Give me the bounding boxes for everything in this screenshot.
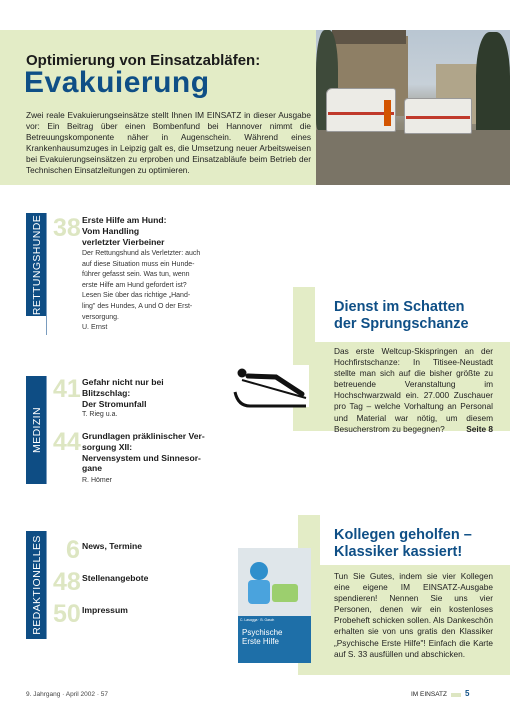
intro-text: Zwei reale Evakuierungseinsätze stellt Ihnen IM EINSATZ in dieser Ausgabe vor: Ein Beitrag über einen Bombenfund bei Hannover nimmt die Betreuungskomponente näher in Augenschein. Während eines Krankenhausumzuges in Leipzig galt es, die Umsetzung neuer Arbeitsweisen bei Evakuierungseinsätzen zu erproben und Einsatzabläufe beim Betrieb der Technischen Einsatzleitungen zu optimieren. bbox=[26, 110, 311, 176]
section-tab-rettungshunde bbox=[26, 213, 47, 316]
ski-jumper-icon bbox=[232, 364, 310, 408]
ambulance-photo bbox=[316, 30, 510, 185]
footer-issue-info: 9. Jahrgang · April 2002 · 57 bbox=[26, 691, 109, 698]
page-reference: Seite 8 bbox=[466, 423, 493, 434]
article-number: 44 bbox=[53, 428, 81, 456]
footer-accent-bar bbox=[451, 693, 461, 697]
article-headline: Grundlagen präklinischer Ver- sorgung XII: Nervensystem und Sinnesor- gane bbox=[82, 431, 205, 474]
footer-magazine-name: IM EINSATZ bbox=[411, 691, 447, 698]
section-label: REDAKTIONELLES bbox=[30, 535, 43, 635]
article-byline: R. Hömer bbox=[82, 477, 112, 484]
article-number: 6 bbox=[66, 536, 80, 564]
article-byline: U. Ernst bbox=[82, 324, 108, 331]
page-title: Evakuierung bbox=[24, 66, 210, 99]
article-headline: Erste Hilfe am Hund: Vom Handling verletzter Vierbeiner bbox=[82, 215, 167, 247]
teaser-box-title: Kollegen geholfen – Klassiker kassiert! bbox=[334, 527, 472, 560]
book-cover-image bbox=[238, 548, 311, 663]
book-title: Psychische Erste Hilfe bbox=[242, 628, 283, 646]
teaser-box-text: Das erste Weltcup-Skispringen an der Hochfirstschanze: In Titisee-Neustadt stellte man sich auf die bisher größte zu betreuende Veranstaltung im Hochschwarzwald ein. 27.000 Zuschauer pro Tag – welche Vorhaltung an Personal und Material war nötig, um diesem Besucherstrom zu begegnen? Seite 8 bbox=[334, 346, 493, 434]
section-label: MEDIZIN bbox=[30, 407, 43, 453]
section-divider bbox=[46, 213, 47, 335]
section-tab-medizin bbox=[26, 376, 47, 484]
section-label: RETTUNGSHUNDE bbox=[30, 214, 43, 315]
article-headline: Gefahr nicht nur bei Blitzschlag: Der Stromunfall bbox=[82, 377, 164, 409]
section-divider bbox=[46, 376, 47, 484]
article-headline: Impressum bbox=[82, 605, 128, 615]
section-divider bbox=[46, 531, 47, 639]
article-headline: News, Termine bbox=[82, 541, 143, 551]
teaser-box-text: Tun Sie Gutes, indem sie vier Kollegen eine eigene IM EINSATZ-Ausgabe spendieren! Nennen Sie uns vier Personen, denen wir ein kostenloses Probeheft schicken sollen. Als Dankeschön erhalten sie von uns gratis den Klassiker „Psychische Erste Hilfe"! Einfach die Karte auf S. 33 ausfüllen und abschicken. bbox=[334, 571, 493, 659]
header-kicker: Optimierung von Einsatzabläfen: bbox=[26, 52, 261, 69]
article-number: 38 bbox=[53, 214, 81, 242]
article-number: 48 bbox=[53, 568, 81, 596]
article-number: 50 bbox=[53, 600, 81, 628]
article-byline: T. Rieg u.a. bbox=[82, 411, 118, 418]
article-headline: Stellenangebote bbox=[82, 573, 149, 583]
page-number: 5 bbox=[465, 689, 470, 698]
section-tab-redaktionelles bbox=[26, 531, 47, 639]
teaser-box-title: Dienst im Schatten der Sprungschanze bbox=[334, 299, 469, 332]
book-authors: C. Lasogga · B. Gasch bbox=[240, 618, 275, 622]
article-number: 41 bbox=[53, 375, 81, 403]
article-teaser: Der Rettungshund als Verletzter: auch auf diese Situation muss ein Hunde- führer gefasst sein. Was tun, wenn erste Hilfe am Hund gefordert ist? Lesen Sie über das richtige „Hand- ling" des Hundes, A und O der Erst- versorgung. bbox=[82, 250, 201, 321]
